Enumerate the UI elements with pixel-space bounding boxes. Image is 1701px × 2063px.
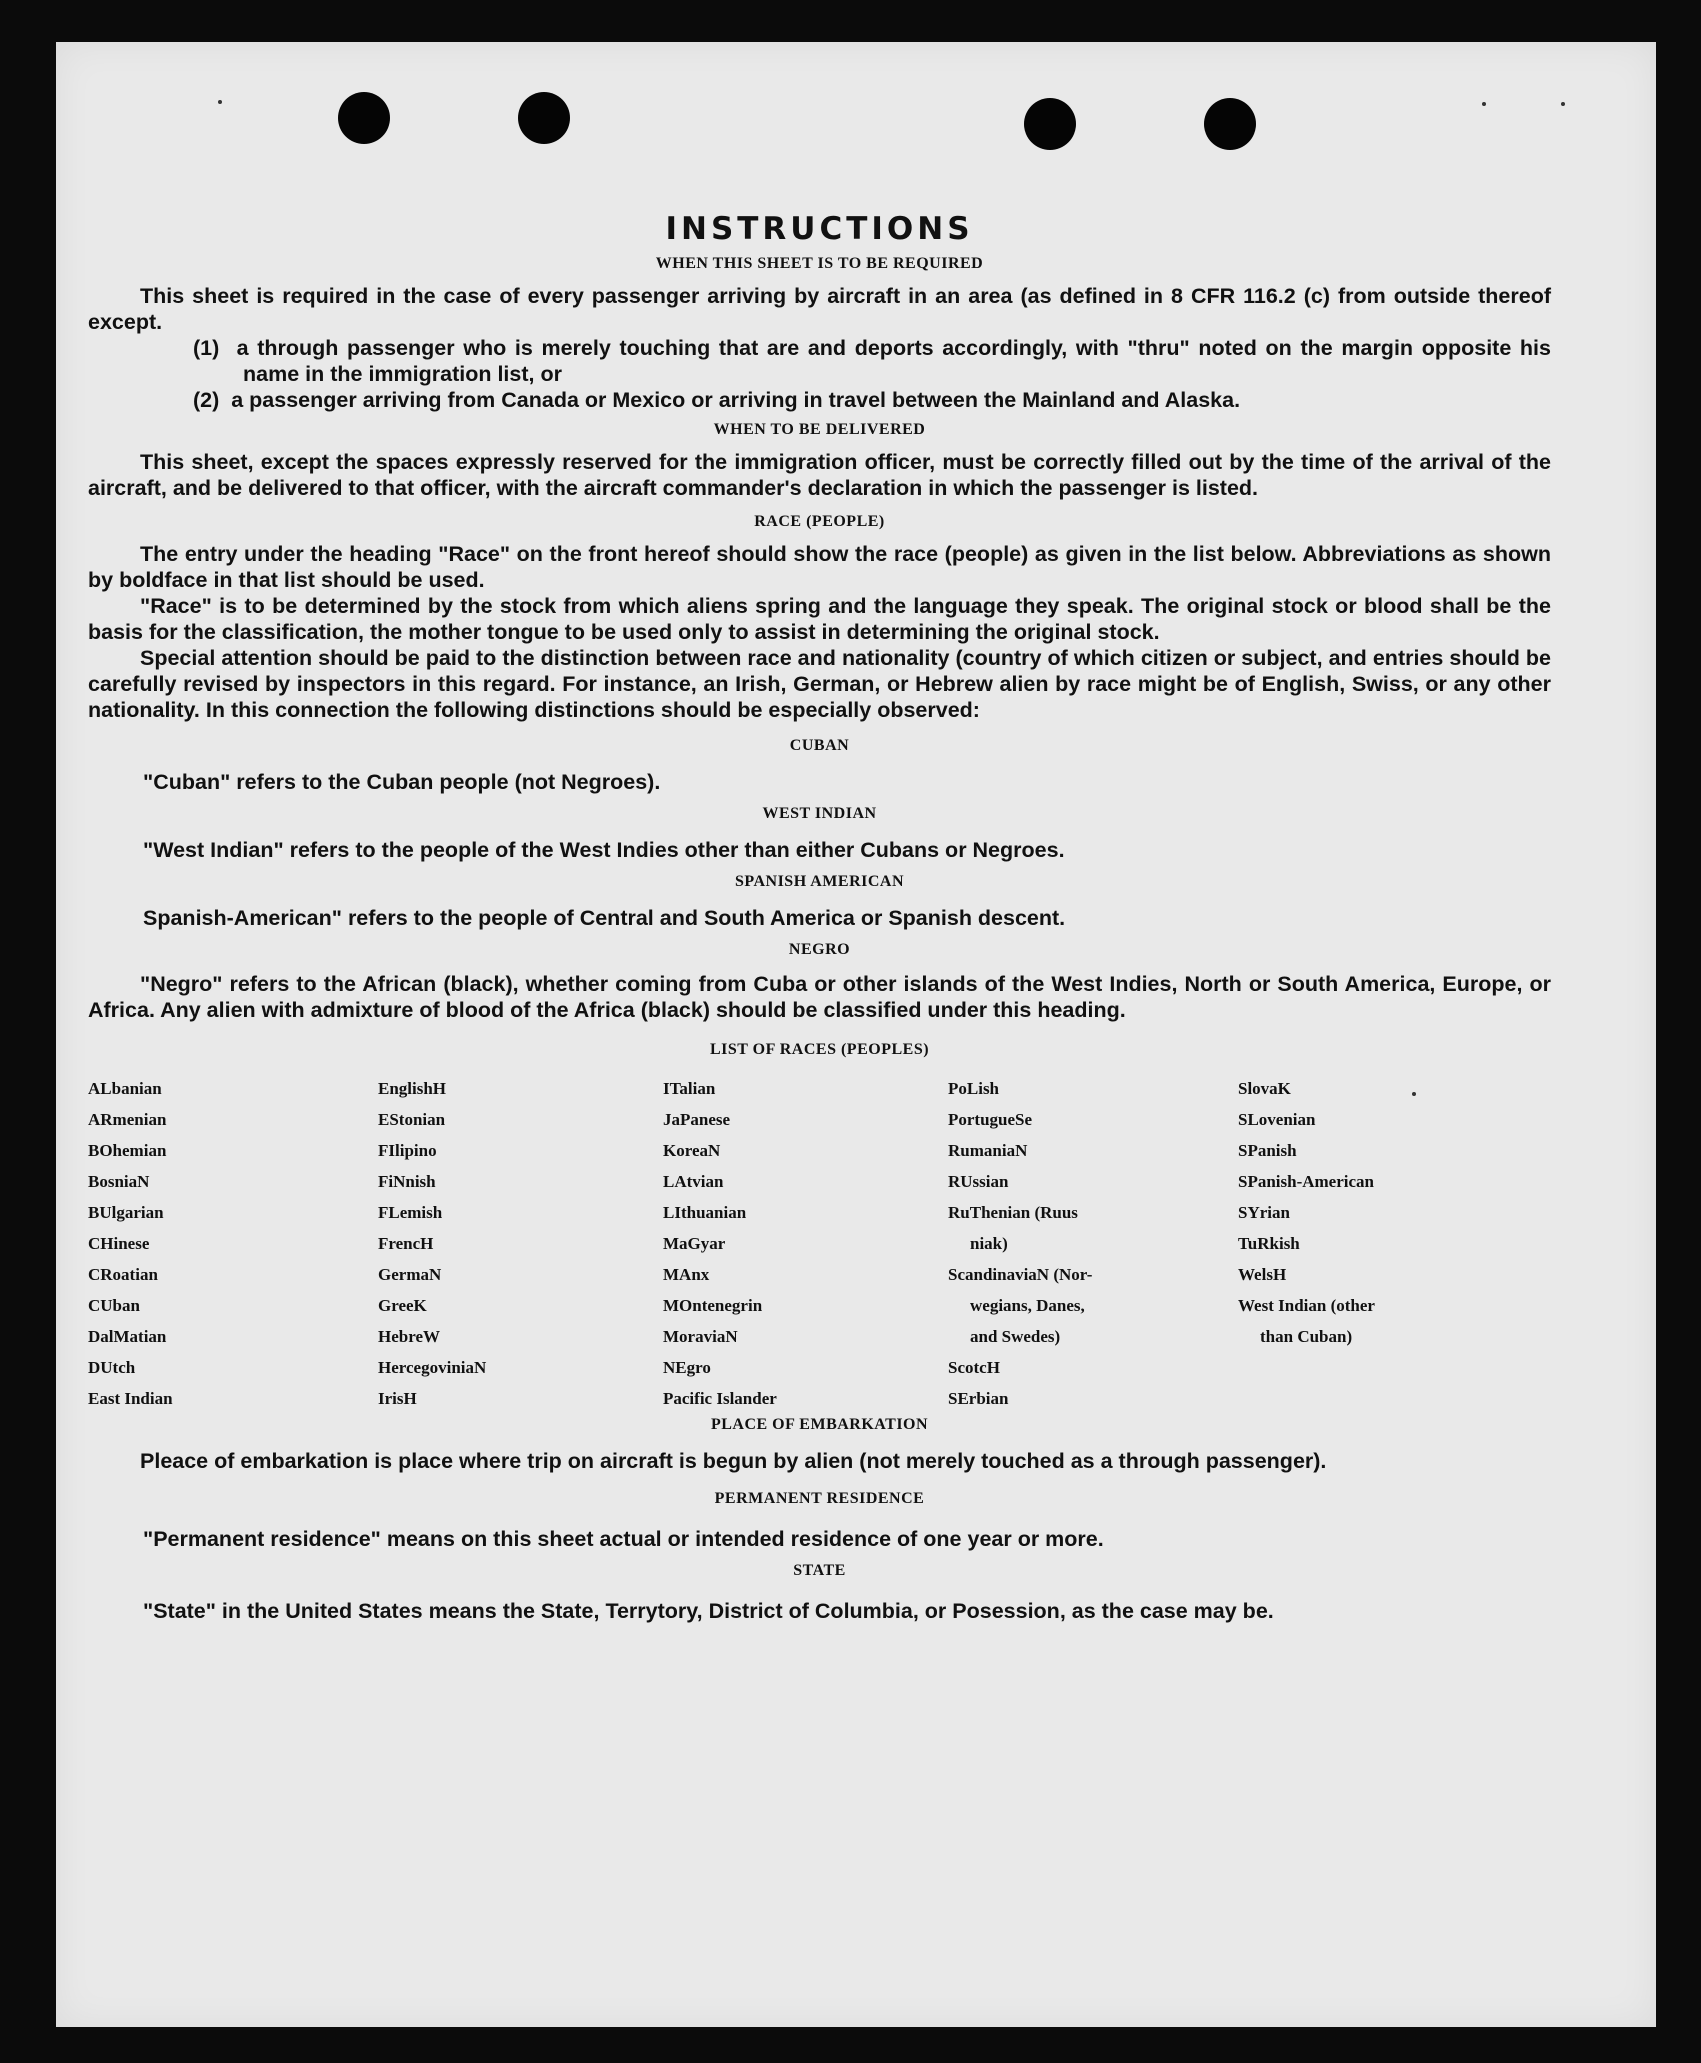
section-heading-negro: NEGRO [788, 941, 851, 958]
race-entry-continued: wegians, Danes, [970, 1296, 1085, 1315]
race-entry: LAtvian [663, 1172, 724, 1191]
section-heading-cuban: CUBAN [789, 737, 850, 754]
section-heading-state: STATE [793, 1562, 846, 1579]
item-text: a passenger arriving from Canada or Mexico or arriving in travel between the Mainland and Alaska. [231, 388, 1241, 412]
race-entry: RuThenian (Ruus [948, 1203, 1078, 1222]
punch-hole [518, 92, 570, 144]
race-entry: PortugueSe [948, 1110, 1033, 1129]
race-entry: EStonian [378, 1110, 446, 1129]
race-entry: LIthuanian [663, 1203, 747, 1222]
item-number: (1) [193, 336, 220, 360]
race-entry: HebreW [378, 1327, 441, 1346]
race-entry: TuRkish [1238, 1234, 1300, 1253]
race-entry: BUlgarian [88, 1203, 164, 1222]
race-entry: SlovaK [1238, 1079, 1291, 1098]
race-entry: BOhemian [88, 1141, 167, 1160]
scan-speck [218, 100, 222, 104]
scan-speck [1561, 102, 1565, 106]
race-paragraph-2: "Race" is to be determined by the stock from which aliens spring and the language they speak. The original stock or blood shall be the basis for the classification, the mother tongue to be used only to assist in determining the original stock. [88, 594, 1551, 644]
race-entry: DalMatian [88, 1327, 167, 1346]
race-entry: SLovenian [1238, 1110, 1316, 1129]
cuban-text: "Cuban" refers to the Cuban people (not Negroes). [143, 770, 661, 794]
race-entry: SPanish [1238, 1141, 1297, 1160]
residence-text: "Permanent residence" means on this sheet actual or intended residence of one year or more. [143, 1527, 1104, 1551]
races-column-3 [663, 1073, 948, 1414]
race-entry: ARmenian [88, 1110, 167, 1129]
race-entry: NEgro [663, 1358, 711, 1377]
punch-hole [338, 92, 390, 144]
race-entry: KoreaN [663, 1141, 721, 1160]
race-entry: EnglishH [378, 1079, 447, 1098]
section-heading-west-indian: WEST INDIAN [762, 805, 877, 822]
race-entry: FLemish [378, 1203, 443, 1222]
race-entry: MaGyar [663, 1234, 726, 1253]
item-text: a through passenger who is merely touching that are and deports accordingly, with "thru" noted on the margin opposite his name in the immigration list, or [236, 336, 1551, 386]
required-intro: This sheet is required in the case of every passenger arriving by aircraft in an area (as defined in 8 CFR 116.2 (c) from outside thereof except. [88, 284, 1551, 334]
race-entry: MAnx [663, 1265, 710, 1284]
race-entry: FiNnish [378, 1172, 436, 1191]
section-heading-spanish-american: SPANISH AMERICAN [734, 873, 905, 890]
negro-text: "Negro" refers to the African (black), whether coming from Cuba or other islands of the West Indies, North or South America, Europe, or Africa. Any alien with admixture of blood of the Africa (black) should be classified under this heading. [88, 972, 1551, 1022]
race-entry: West Indian (other [1238, 1296, 1375, 1315]
race-entry: HercegoviniaN [378, 1358, 487, 1377]
race-entry: SErbian [948, 1389, 1009, 1408]
race-entry: WelsH [1238, 1265, 1287, 1284]
race-entry-continued: and Swedes) [970, 1327, 1061, 1346]
required-item-1 [88, 335, 1551, 387]
race-entry: JaPanese [663, 1110, 731, 1129]
section-heading-delivered: WHEN TO BE DELIVERED [713, 421, 926, 438]
required-item-2 [88, 387, 1551, 413]
race-entry: FrencH [378, 1234, 434, 1253]
state-text: "State" in the United States means the State, Terrytory, District of Columbia, or Posession, as the case may be. [143, 1599, 1274, 1623]
races-column-4 [948, 1073, 1238, 1414]
races-column-1 [88, 1073, 378, 1414]
section-heading-residence: PERMANENT RESIDENCE [714, 1490, 925, 1507]
item-number: (2) [193, 388, 220, 412]
section-heading-embarkation: PLACE OF EMBARKATION [710, 1416, 929, 1433]
race-entry: CRoatian [88, 1265, 158, 1284]
race-entry: SYrian [1238, 1203, 1290, 1222]
race-entry: FIlipino [378, 1141, 437, 1160]
race-entry-continued: than Cuban) [1260, 1327, 1353, 1346]
race-paragraph-1: The entry under the heading "Race" on the front hereof should show the race (people) as given in the list below. Abbreviations as shown by boldface in that list should be used. [88, 542, 1551, 592]
race-entry: GermaN [378, 1265, 442, 1284]
section-heading-race: RACE (PEOPLE) [754, 513, 885, 530]
race-entry: Pacific Islander [663, 1389, 777, 1408]
race-paragraph-3: Special attention should be paid to the distinction between race and nationality (country of which citizen or subject, and entries should be carefully revised by inspectors in this regard. For instance, an Irish, German, or Hebrew alien by race might be of English, Swiss, or any other nationality. In this connection the following distinctions should be especially observed: [88, 646, 1551, 722]
race-entry: ScotcH [948, 1358, 1000, 1377]
race-entry: IrisH [378, 1389, 417, 1408]
races-column-2 [378, 1073, 663, 1414]
race-entry: East Indian [88, 1389, 173, 1408]
scan-speck [1482, 102, 1486, 106]
delivered-text: This sheet, except the spaces expressly reserved for the immigration officer, must be correctly filled out by the time of the arrival of the aircraft, and be delivered to that officer, with the aircraft commander's declaration in which the passenger is listed. [88, 450, 1551, 500]
race-entry: SPanish-American [1238, 1172, 1374, 1191]
race-entry: CHinese [88, 1234, 150, 1253]
race-entry-continued: niak) [970, 1234, 1008, 1253]
race-entry: CUban [88, 1296, 140, 1315]
instructions-content [88, 163, 1551, 1634]
page-title: INSTRUCTIONS [665, 211, 974, 247]
race-entry: GreeK [378, 1296, 427, 1315]
race-entry: ITalian [663, 1079, 716, 1098]
section-heading-required: WHEN THIS SHEET IS TO BE REQUIRED [655, 255, 984, 272]
punch-hole [1024, 98, 1076, 150]
race-entry: ScandinaviaN (Nor- [948, 1265, 1093, 1284]
race-entry: RUssian [948, 1172, 1009, 1191]
list-of-races-heading: LIST OF RACES (PEOPLES) [709, 1041, 930, 1058]
punch-hole [1204, 98, 1256, 150]
race-entry: MoraviaN [663, 1327, 738, 1346]
race-entry: RumaniaN [948, 1141, 1028, 1160]
spanish-american-text: Spanish-American" refers to the people of Central and South America or Spanish descent. [143, 906, 1066, 930]
race-entry: DUtch [88, 1358, 136, 1377]
races-column-5 [1238, 1073, 1528, 1414]
embarkation-text: Pleace of embarkation is place where trip on aircraft is begun by alien (not merely touched as a through passenger). [140, 1449, 1327, 1473]
west-indian-text: "West Indian" refers to the people of the West Indies other than either Cubans or Negroes. [143, 838, 1065, 862]
race-entry: MOntenegrin [663, 1296, 763, 1315]
race-entry: BosniaN [88, 1172, 150, 1191]
races-list [88, 1073, 1551, 1414]
race-entry: PoLish [948, 1079, 1000, 1098]
race-entry: ALbanian [88, 1079, 162, 1098]
